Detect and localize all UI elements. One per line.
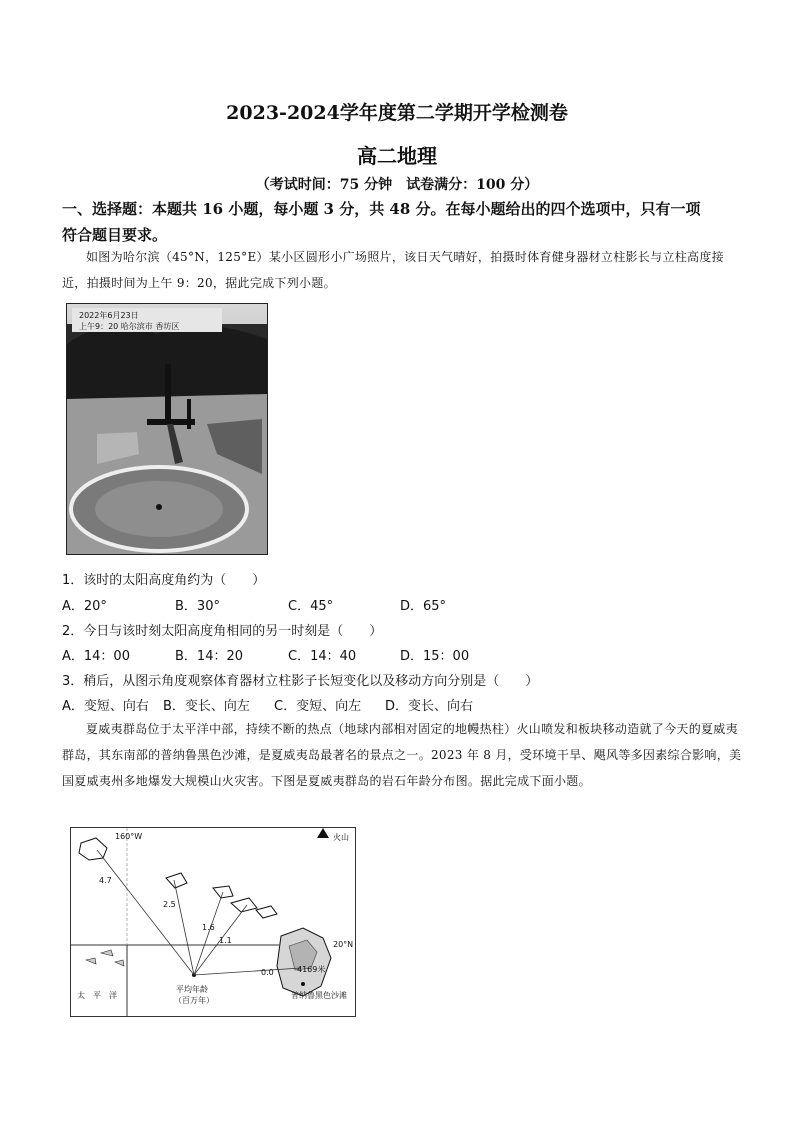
question-2-options bbox=[62, 645, 582, 664]
age-label-2: 2.5 bbox=[163, 900, 176, 909]
age-label-1: 4.7 bbox=[99, 876, 112, 885]
question-1-options bbox=[62, 595, 582, 614]
option-d: D．65° bbox=[400, 599, 447, 614]
section-heading bbox=[62, 196, 742, 248]
peak-label: 4169米 bbox=[297, 965, 326, 974]
age-label-4: 1.1 bbox=[219, 936, 232, 945]
age-label-3: 1.6 bbox=[202, 923, 215, 932]
question-1-stem: 1．该时的太阳高度角约为（ ） bbox=[62, 573, 266, 588]
photo-date: 2022年6月23日 bbox=[79, 311, 139, 320]
option-b: B．变长、向左 bbox=[163, 699, 250, 714]
question-2-stem: 2．今日与该时刻太阳高度角相同的另一时刻是（ ） bbox=[62, 624, 383, 639]
section-heading-line1: 一、选择题：本题共 16 小题，每小题 3 分，共 48 分。在每小题给出的四个选项中，只有一项 bbox=[62, 200, 701, 218]
center-label-2: （百万年） bbox=[174, 996, 214, 1005]
map-illustration bbox=[71, 828, 355, 1016]
option-a: A．14：00 bbox=[62, 649, 130, 664]
option-a: A．20° bbox=[62, 599, 107, 614]
exam-title: 2023-2024学年度第二学期开学检测卷 bbox=[226, 102, 568, 124]
longitude-label: 160°W bbox=[115, 832, 143, 841]
option-c: C．14：40 bbox=[288, 649, 357, 664]
latitude-label: 20°N bbox=[333, 940, 354, 949]
passage-1: 如图为哈尔滨（45°N，125°E）某小区圆形小广场照片，该日天气晴好，拍摄时体育健身器材立柱影长与立柱高度接近，拍摄时间为上午 9：20，据此完成下列小题。 bbox=[62, 250, 724, 290]
passage-2: 夏威夷群岛位于太平洋中部，持续不断的热点（地球内部相对固定的地幔热柱）火山喷发和板块移动造就了今天的夏威夷群岛，其东南部的普纳鲁黑色沙滩，是夏威夷岛最著名的景点之一。2023 年 8 月，受环境干旱、飓风等多因素综合影响，美国夏威夷州多地爆发大规模山火灾害。下图是夏威夷群岛的岩石年龄分布图。据此完成下面小题。 bbox=[62, 722, 742, 788]
square-photo bbox=[66, 303, 268, 555]
ocean-label: 太 平 洋 bbox=[77, 991, 117, 1000]
age-label-5: 0.0 bbox=[261, 968, 274, 977]
option-c: C．45° bbox=[288, 599, 334, 614]
question-3-options bbox=[62, 695, 582, 714]
photo-place: 上午9：20 哈尔滨市 香坊区 bbox=[79, 322, 180, 331]
rock-age-map bbox=[70, 827, 356, 1017]
option-d: D．15：00 bbox=[400, 649, 470, 664]
option-c: C．变短、向左 bbox=[274, 699, 362, 714]
center-label-1: 平均年龄 bbox=[176, 985, 208, 994]
section-heading-line2: 符合题目要求。 bbox=[62, 226, 168, 244]
option-a: A．变短、向右 bbox=[62, 699, 149, 714]
question-3-stem: 3．稍后，从图示角度观察体育器材立柱影子长短变化以及移动方向分别是（ ） bbox=[62, 674, 539, 689]
beach-label: 普纳鲁黑色沙滩 bbox=[291, 991, 347, 1000]
legend-volcano-label: 火山 bbox=[333, 833, 349, 842]
option-d: D．变长、向右 bbox=[385, 699, 474, 714]
option-b: B．14：20 bbox=[175, 649, 244, 664]
subject-title: 高二地理 bbox=[357, 144, 437, 168]
exam-info: （考试时间：75 分钟 试卷满分：100 分） bbox=[255, 177, 539, 193]
photo-illustration bbox=[67, 304, 267, 554]
option-b: B．30° bbox=[175, 599, 220, 614]
